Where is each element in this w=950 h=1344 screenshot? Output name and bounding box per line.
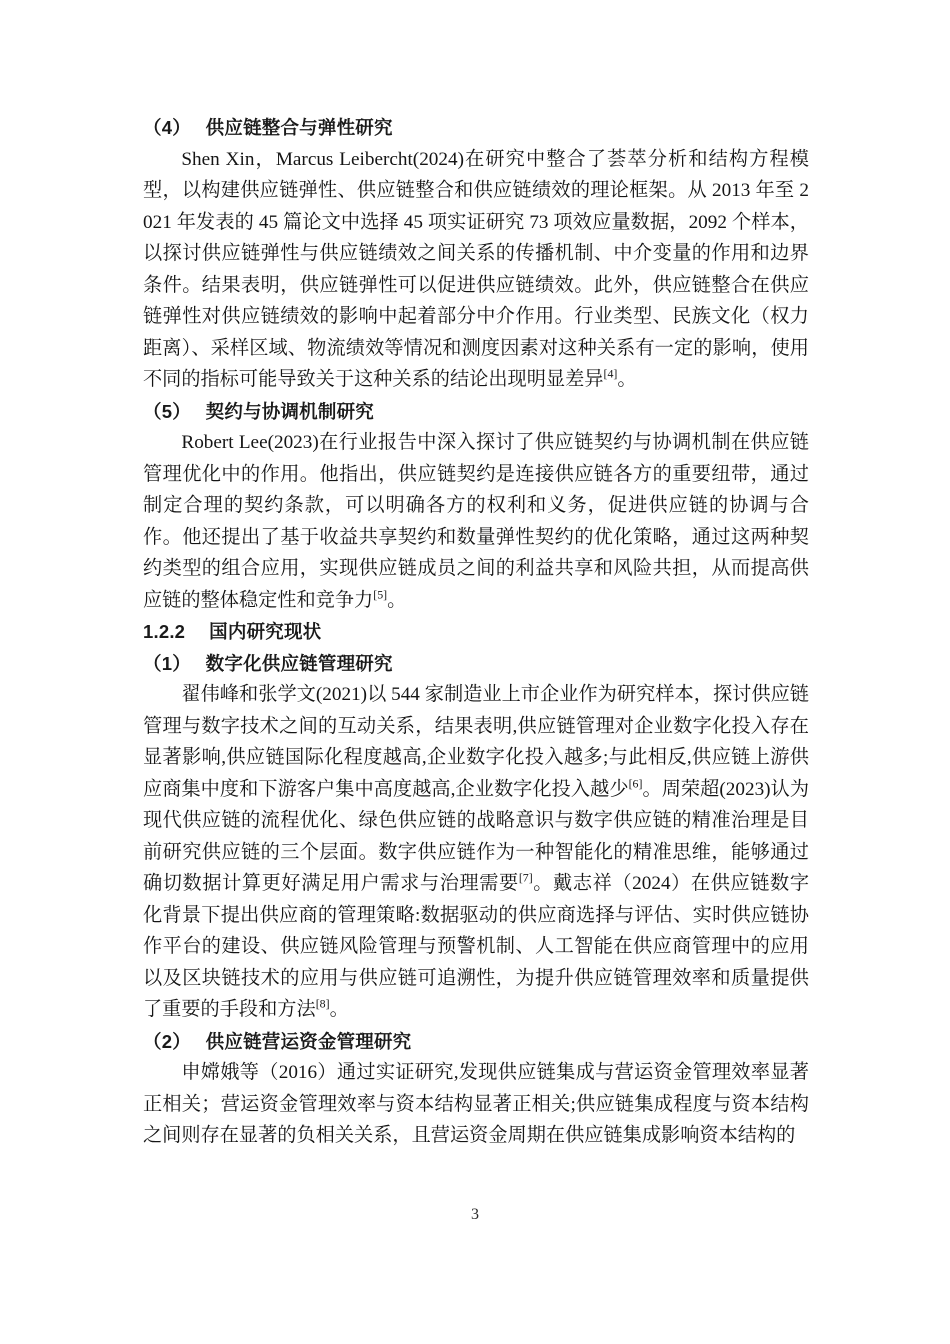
heading-contract-coordination-mechanism: （5） 契约与协调机制研究 xyxy=(143,400,374,422)
page-content xyxy=(143,112,809,1152)
paragraph-tail-3: 。 xyxy=(329,999,349,1020)
citation-ref-6: [6] xyxy=(628,776,643,791)
citation-ref-4: [4] xyxy=(603,366,618,381)
paragraph-text: Robert Lee(2023)在行业报告中深入探讨了供应链契约与协调机制在供应链管理优化中的作用。他指出，供应链契约是连接供应链各方的重要纽带，通过制定合理的契约条款，可以明确各方的权利和义务，促进供应链的协调与合作。他还提出了基于收益共享契约和数量弹性契约的优化策略，通过这两种契约类型的组合应用，实现供应链成员之间的利益共享和风险共担，从而提高供应链的整体稳定性和竞争力 xyxy=(143,432,809,611)
paragraph-text: Shen Xin，Marcus Leibercht(2024)在研究中整合了荟萃分析和结构方程模型，以构建供应链弹性、供应链整合和供应链绩效的理论框架。从 2013 年至 2021 年发表的 45 篇论文中选择 45 项实证研究 73 项效应量数据，2092 个样本，以探讨供应链弹性与供应链绩效之间关系的传播机制、中介变量的作用和边界条件。结果表明，供应链弹性可以促进供应链绩效。此外，供应链整合在供应链弹性对供应链绩效的影响中起着部分中介作用。行业类型、民族文化（权力距离）、采样区域、物流绩效等情况和测度因素对这种关系有一定的影响，使用不同的指标可能导致关于这种关系的结论出现明显差异 xyxy=(143,148,809,390)
paragraph-tail-2: 。戴志祥（2024）在供应链数字化背景下提出供应商的管理策略:数据驱动的供应商选择与评估、实时供应链协作平台的建设、供应链风险管理与预警机制、人工智能在供应商管理中的应用以及区块链技术的应用与供应链可追溯性，为提升供应链管理效率和质量提供了重要的手段和方法 xyxy=(143,873,810,1020)
paragraph-tail: 。周荣超(2023)认为现代供应链的流程优化、绿色供应链的战略意识与数字供应链的精准治理是目前研究供应链的三个层面。数字供应链作为一种智能化的精准思维，能够通过确切数据计算更好满足用户需求与治理需要 xyxy=(143,778,810,894)
citation-ref-7: [7] xyxy=(518,870,533,885)
page-number: 3 xyxy=(471,1206,479,1223)
paragraph-tail: 。 xyxy=(617,369,637,390)
paragraph-text: 翟伟峰和张学文(2021)以 544 家制造业上市企业作为研究样本，探讨供应链管理与数字技术之间的互动关系，结果表明,供应链管理对企业数字化投入存在显著影响,供应链国际化程度越高,企业数字化投入越多;与此相反,供应链上游供应商集中度和下游客户集中高度越高,企业数字化投入越少 xyxy=(143,684,809,800)
paragraph-contract-coordination-mechanism xyxy=(143,427,809,616)
citation-ref-5: [5] xyxy=(373,587,388,602)
heading-digital-supply-chain-management: （1） 数字化供应链管理研究 xyxy=(143,652,393,674)
paragraph-supply-chain-integration-resilience xyxy=(143,144,809,396)
heading-supply-chain-integration-resilience: （4） 供应链整合与弹性研究 xyxy=(143,117,393,138)
heading-section-1-2-2-domestic-research: 1.2.2 国内研究现状 xyxy=(143,621,322,642)
paragraph-digital-supply-chain-management xyxy=(143,679,809,1026)
paragraph-supply-chain-working-capital-management: 申嫦娥等（2016）通过实证研究,发现供应链集成与营运资金管理效率显著正相关；营运资金管理效率与资本结构显著正相关;供应链集成程度与资本结构之间则存在显著的负相关关系，且营运资金周期在供应链集成影响资本结构的 xyxy=(143,1062,809,1146)
citation-ref-8: [8] xyxy=(315,996,330,1011)
heading-supply-chain-working-capital-management: （2） 供应链营运资金管理研究 xyxy=(143,1030,412,1052)
paragraph-tail: 。 xyxy=(387,589,407,611)
